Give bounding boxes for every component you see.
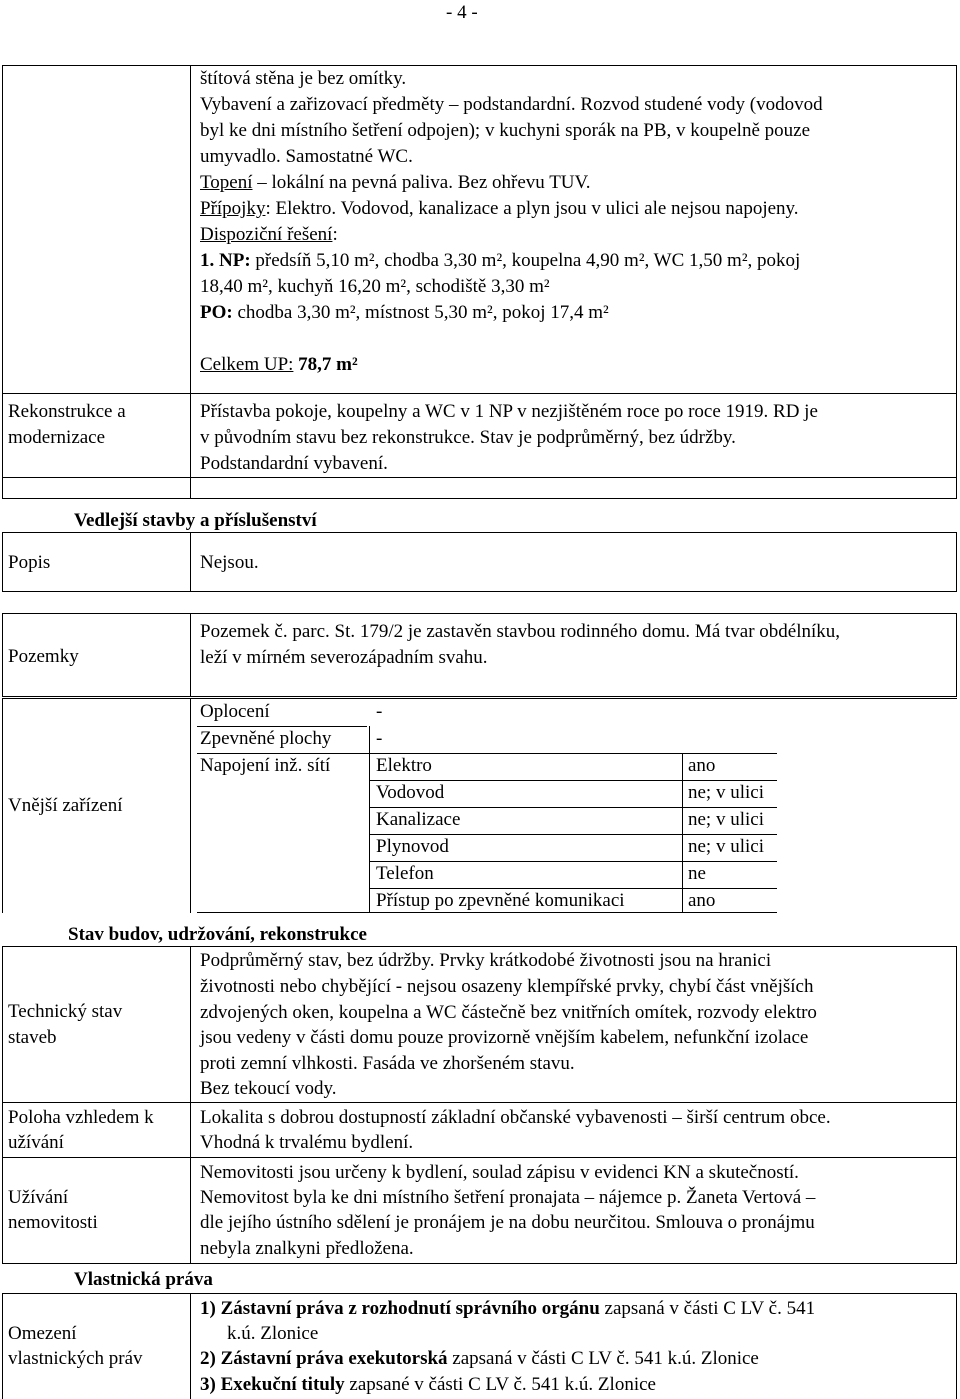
page-number: - 4 - (446, 2, 478, 23)
tech-state-text: proti zemní vlhkosti. Fasáda ve zhoršeném stavu. (200, 1053, 575, 1074)
table-border-right (956, 1293, 957, 1399)
connections-label: Přípojky (200, 198, 266, 219)
table-border-right (956, 532, 957, 592)
ownership-item (200, 1372, 656, 1398)
house-text-line: Vybavení a zařizovací předměty – podstandardní. Rozvod studené vody (vodovod (200, 94, 823, 115)
reconstruction-text: v původním stavu bez rekonstrukce. Stav je podprůměrný, bez údržby. (200, 427, 736, 448)
table-border-top (2, 613, 957, 614)
table-column-divider (190, 946, 191, 1264)
item-text: zapsané v části C LV č. 541 k.ú. Zlonice (344, 1374, 656, 1395)
outbuildings-label: Popis (8, 552, 51, 573)
layout-colon: : (332, 224, 338, 245)
heating-label: Topení (200, 172, 253, 193)
exterior-cell: ne (688, 863, 706, 884)
house-text-line: štítová stěna je bez omítky. (200, 68, 407, 89)
exterior-cell: Napojení inž. sítí (200, 755, 331, 776)
item-title: Zástavní práva z rozhodnutí správního orgánu (220, 1298, 600, 1319)
tech-state-label: Technický stav (8, 1001, 123, 1022)
table-border-left (2, 532, 3, 592)
table-column-divider (190, 1293, 191, 1399)
use-text: Nemovitost byla ke dni místního šetření pronajata – nájemce p. Žaneta Vertová – (200, 1187, 816, 1208)
connections-line (200, 196, 799, 222)
use-label: Užívání (8, 1187, 69, 1208)
table-row-divider (2, 1102, 957, 1103)
table-border-right (956, 65, 957, 499)
np-text-cont: 18,40 m², kuchyň 16,20 m², schodiště 3,30 m² (200, 276, 550, 297)
reconstruction-label: Rekonstrukce a (8, 401, 126, 422)
connections-text: : Elektro. Vodovod, kanalizace a plyn jsou v ulici ale nejsou napojeny. (265, 198, 799, 219)
exterior-cell: Elektro (376, 755, 432, 776)
table-border-left (2, 1293, 3, 1399)
exterior-cell: ne; v ulici (688, 836, 764, 857)
ownership-label: vlastnických práv (8, 1348, 143, 1369)
table-row-divider (2, 1157, 957, 1158)
house-text-line: umyvadlo. Samostatné WC. (200, 146, 413, 167)
location-label: Poloha vzhledem k (8, 1107, 154, 1128)
total-value: 78,7 m² (293, 354, 358, 375)
table-row-divider (2, 393, 957, 394)
use-text: dle jejího ústního sdělení je pronájem je na dobu neurčitou. Smlouva o pronájmu (200, 1212, 815, 1233)
exterior-cell: Oplocení (200, 701, 270, 722)
outbuildings-heading: Vedlejší stavby a příslušenství (74, 510, 317, 531)
reconstruction-text: Přístavba pokoje, koupelny a WC v 1 NP v nezjištěném roce po roce 1919. RD je (200, 401, 818, 422)
location-label: užívání (8, 1132, 64, 1153)
location-text: Lokalita s dobrou dostupností základní občanské vybavenosti – širší centrum obce. (200, 1107, 831, 1128)
table-border-top (2, 532, 957, 533)
table-row-divider (2, 477, 957, 478)
use-text: nebyla znalkyni předložena. (200, 1238, 414, 1259)
table-border-right (956, 613, 957, 697)
heating-text: – lokální na pevná paliva. Bez ohřevu TUV. (252, 172, 591, 193)
layout-label: Dispoziční řešení (200, 224, 333, 245)
item-text: zapsaná v části C LV č. 541 (599, 1298, 816, 1319)
item-number: 1) (200, 1298, 216, 1319)
ownership-item (200, 1346, 759, 1372)
table-border-left (2, 698, 3, 913)
exterior-cell: - (376, 728, 383, 749)
item-number: 3) (200, 1374, 216, 1395)
heating-line (200, 170, 591, 196)
land-label: Pozemky (8, 646, 79, 667)
table-column-divider (190, 532, 191, 592)
np-line (200, 248, 800, 274)
tech-state-text: zdvojených oken, koupelna a WC částečně bez vnitřních omítek, rozvody elektro (200, 1002, 817, 1023)
total-label: Celkem UP: (200, 354, 294, 375)
reconstruction-text: Podstandardní vybavení. (200, 453, 388, 474)
outbuildings-text: Nejsou. (200, 552, 259, 573)
np-label: 1. NP: (200, 250, 251, 271)
layout-heading (200, 222, 338, 248)
land-text: leží v mírném severozápadním svahu. (200, 647, 488, 668)
tech-state-text: životnosti nebo chybějící - nejsou osazeny klempířské prvky, chybí část vnějších (200, 976, 814, 997)
item-number: 2) (200, 1348, 216, 1369)
exterior-cell: - (376, 701, 383, 722)
np-text: předsíň 5,10 m², chodba 3,30 m², koupelna 4,90 m², WC 1,50 m², pokoj (250, 250, 801, 271)
tech-state-label: staveb (8, 1027, 57, 1048)
table-border-bottom (2, 1263, 957, 1264)
tech-state-text: jsou vedeny v části domu pouze provizorně vnějším kabelem, nefunkční izolace (200, 1027, 809, 1048)
cell-divider (682, 753, 683, 913)
table-border-bottom (2, 591, 957, 592)
table-border-left (2, 946, 3, 1264)
exterior-cell: ne; v ulici (688, 782, 764, 803)
exterior-cell: Plynovod (376, 836, 449, 857)
ownership-item (200, 1296, 815, 1322)
ownership-label: Omezení (8, 1323, 77, 1344)
total-line (200, 352, 358, 378)
table-border-bottom (2, 498, 957, 499)
use-text: Nemovitosti jsou určeny k bydlení, soulad zápisu v evidenci KN a skutečností. (200, 1162, 799, 1183)
exterior-cell: Zpevněné plochy (200, 728, 332, 749)
ownership-item-cont: k.ú. Zlonice (227, 1323, 319, 1344)
exterior-cell: ano (688, 890, 716, 911)
exterior-label: Vnější zařízení (8, 795, 123, 816)
table-column-divider (190, 698, 191, 913)
item-title: Exekuční tituly (220, 1374, 345, 1395)
cell-divider (369, 726, 370, 913)
table-border-top (2, 698, 957, 699)
use-label: nemovitosti (8, 1212, 98, 1233)
ownership-heading: Vlastnická práva (74, 1269, 213, 1290)
table-border-left (2, 613, 3, 697)
exterior-cell: Přístup po zpevněné komunikaci (376, 890, 625, 911)
house-text-line: byl ke dni místního šetření odpojen); v kuchyni sporák na PB, v koupelně pouze (200, 120, 811, 141)
table-border-top (2, 65, 957, 66)
table-border-top (2, 1293, 957, 1294)
tech-state-text: Podprůměrný stav, bez údržby. Prvky krátkodobé životnosti jsou na hranici (200, 950, 772, 971)
location-text: Vhodná k trvalému bydlení. (200, 1132, 414, 1153)
exterior-cell: ne; v ulici (688, 809, 764, 830)
po-text: chodba 3,30 m², místnost 5,30 m², pokoj 17,4 m² (232, 302, 609, 323)
exterior-cell: Kanalizace (376, 809, 461, 830)
table-border-left (2, 65, 3, 499)
table-border-bottom (2, 696, 957, 697)
table-column-divider (190, 65, 191, 499)
table-border-right (956, 946, 957, 1264)
po-label: PO: (200, 302, 233, 323)
exterior-cell: ano (688, 755, 716, 776)
item-title: Zástavní práva exekutorská (220, 1348, 448, 1369)
exterior-cell: Vodovod (376, 782, 445, 803)
condition-heading: Stav budov, udržování, rekonstrukce (68, 924, 367, 945)
cell-underline (197, 912, 777, 913)
tech-state-text: Bez tekoucí vody. (200, 1078, 337, 1099)
item-text: zapsaná v části C LV č. 541 k.ú. Zlonice (447, 1348, 759, 1369)
land-text: Pozemek č. parc. St. 179/2 je zastavěn stavbou rodinného domu. Má tvar obdélníku, (200, 621, 841, 642)
table-column-divider (190, 613, 191, 697)
exterior-cell: Telefon (376, 863, 434, 884)
reconstruction-label: modernizace (8, 427, 106, 448)
table-border-top (2, 946, 957, 947)
po-line (200, 300, 609, 326)
